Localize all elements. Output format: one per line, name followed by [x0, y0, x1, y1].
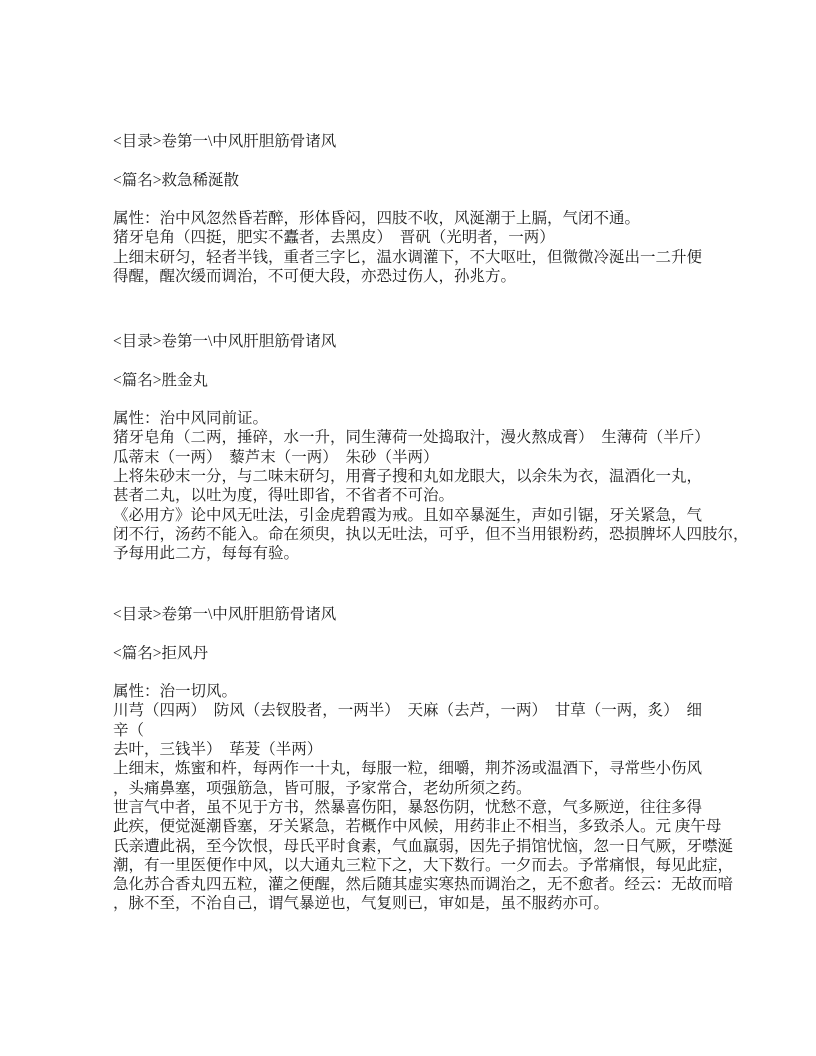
text-line: <目录>卷第一\中风肝胆筋骨诸风: [113, 606, 337, 623]
text-line: 瓜蒂末（一两） 藜芦末（一两） 朱砂（半两）: [113, 448, 439, 466]
text-line: <目录>卷第一\中风肝胆筋骨诸风: [113, 333, 337, 350]
text-line: 予每用此二方，每每有验。: [113, 545, 300, 563]
text-line: 《必用方》论中风无吐法，引金虎碧霞为戒。且如卒暴涎生，声如引锯，牙关紧急，气: [113, 506, 703, 524]
blank-line: [113, 624, 773, 643]
text-line: ，头痛鼻塞，项强筋急，皆可服，予家常合，老幼所须之药。: [113, 779, 532, 797]
text-line: 世言气中者，虽不见于方书，然暴喜伤阳，暴怒伤阴，忧愁不意，气多厥逆，往往多得: [113, 798, 703, 816]
blank-line: [113, 390, 773, 409]
text-line: 属性：治一切风。: [113, 683, 238, 701]
text-line: ，脉不至，不治自己，谓气暴逆也，气复则已，审如是，虽不服药亦可。: [113, 895, 610, 913]
text-line: 上细末，炼蜜和杵，每两作一十丸，每服一粒，细嚼，荆芥汤或温酒下，寻常些小伤风: [113, 760, 703, 778]
blank-line: [113, 190, 773, 209]
text-line: 上将朱砂末一分，与二味末研匀，用膏子搜和丸如龙眼大，以余朱为衣，温酒化一丸，: [113, 468, 703, 486]
text-line: 猪牙皂角（二两，捶碎，水一升，同生薄荷一处捣取汁，漫火熬成膏） 生薄荷（半斤）: [113, 429, 710, 447]
text-line: 属性：治中风忽然昏若醉，形体昏闷，四肢不收，风涎潮于上膈，气闭不通。: [113, 210, 641, 228]
text-line: <篇名>拒风丹: [113, 644, 208, 662]
text-line: 辛（: [113, 721, 145, 739]
blank-line: [113, 351, 773, 370]
text-line: <篇名>救急稀涎散: [113, 171, 239, 189]
text-line: 此疾，便觉涎潮昏塞，牙关紧急，若概作中风候，用药非止不相当，多致杀人。元 庚午母: [113, 818, 722, 836]
text-line: 猪牙皂角（四挺，肥实不蠹者，去黑皮） 晋矾（光明者，一两）: [113, 229, 555, 247]
text-line: 属性：治中风同前证。: [113, 410, 269, 428]
text-line: 得醒，醒次缓而调治，不可便大段，亦恐过伤人，孙兆方。: [113, 268, 517, 286]
blank-line: [113, 663, 773, 682]
text-line: 潮，有一里医便作中风，以大通丸三粒下之，大下数行。一夕而去。予常痛恨，每见此症，: [113, 856, 734, 874]
text-line: 川芎（四两） 防风（去钗股者，一两半） 天麻（去芦，一两） 甘草（一两，炙） 细: [113, 702, 703, 720]
text-line: <篇名>胜金丸: [113, 371, 208, 389]
section-ju-feng-dan: [113, 605, 773, 914]
section-jiuji-xixian-san: [113, 132, 773, 286]
section-sheng-jin-wan: [113, 332, 773, 564]
text-line: 上细末研匀，轻者半钱，重者三字匕，温水调灌下，不大呕吐，但微微冷涎出一二升便: [113, 248, 703, 266]
text-line: <目录>卷第一\中风肝胆筋骨诸风: [113, 133, 337, 150]
text-line: 闭不行，汤药不能入。命在须臾，执以无吐法，可乎，但不当用银粉药，恐损脾坏人四肢尔，: [113, 525, 749, 543]
text-line: 急化苏合香丸四五粒，灌之便醒，然后随其虚实寒热而调治之，无不愈者。经云：无故而喑: [113, 876, 734, 894]
text-line: 去叶，三钱半） 荜茇（半两）: [113, 741, 323, 759]
blank-line: [113, 151, 773, 170]
text-line: 甚者二丸，以吐为度，得吐即省，不省者不可治。: [113, 487, 455, 505]
text-line: 氏亲遭此祸，至今饮恨，母氏平时食素，气血羸弱，因先子捐馆忧恼，忽一日气厥，牙噤涎: [113, 837, 734, 855]
